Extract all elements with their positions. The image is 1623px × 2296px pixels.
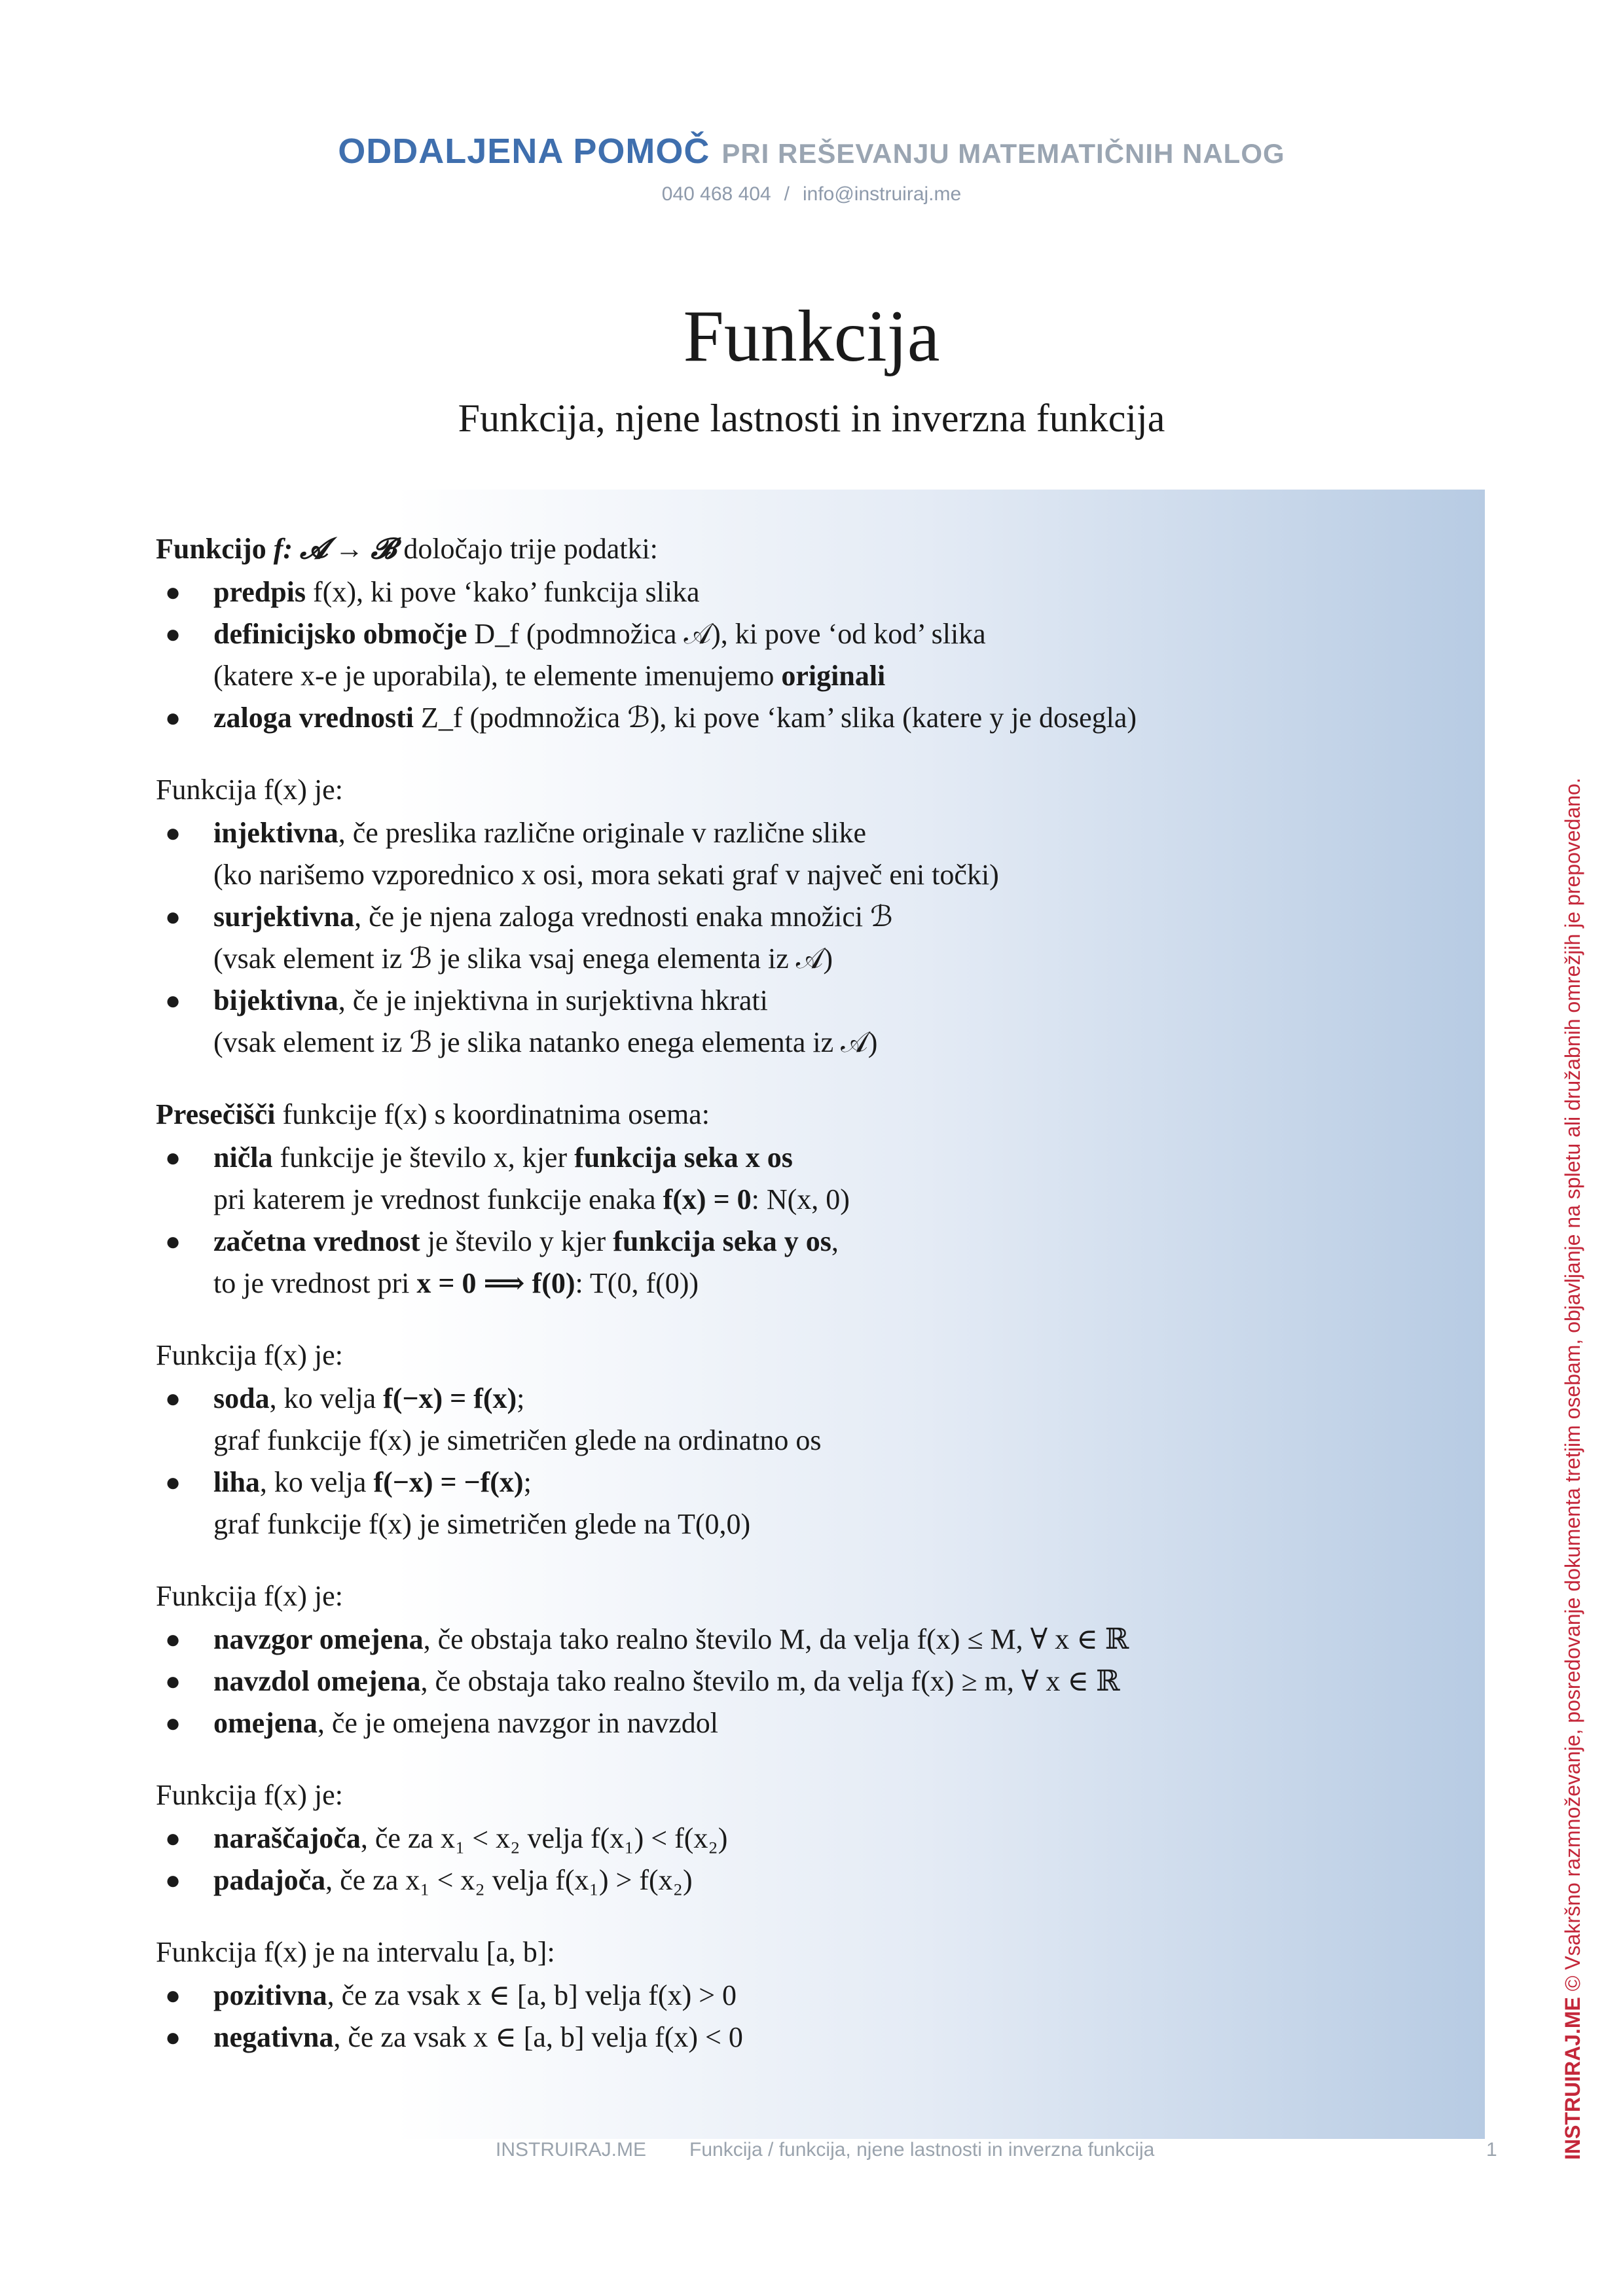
item-line2-math: x = 0 ⟹ f(0) bbox=[416, 1267, 575, 1299]
item-term: omejena bbox=[213, 1707, 318, 1739]
section-definition bbox=[156, 527, 1400, 739]
item-term: negativna bbox=[213, 2021, 334, 2053]
section-sign bbox=[156, 1930, 1400, 2058]
bullet-icon: ● bbox=[165, 703, 181, 732]
item-term: pozitivna bbox=[213, 1979, 327, 2011]
bullet-icon: ● bbox=[165, 1467, 181, 1497]
heading-bold: Presečišči bbox=[156, 1098, 276, 1130]
list-item bbox=[156, 1137, 1400, 1221]
item-term: injektivna bbox=[213, 817, 338, 849]
item-punct: , bbox=[831, 1225, 839, 1257]
side-brand: INSTRUIRAJ.ME bbox=[1561, 1997, 1584, 2160]
list-item bbox=[156, 1859, 1400, 1901]
item-term: ničla bbox=[213, 1141, 273, 1174]
item-line2-text: (katere x-e je uporabila), te elemente imenujemo bbox=[213, 660, 782, 692]
item-term-2: funkcija seka y os bbox=[613, 1225, 831, 1257]
item-line2: (vsak element iz ℬ je slika natanko enega elementa iz 𝒜) bbox=[213, 1026, 878, 1058]
item-line2 bbox=[213, 1179, 1400, 1221]
section-even-odd bbox=[156, 1333, 1400, 1545]
item-text: , ko velja bbox=[259, 1466, 374, 1498]
list-item bbox=[156, 613, 1400, 697]
item-text: , če za x₁ < x₂ velja f(x₁) < f(x₂) bbox=[360, 1822, 728, 1854]
section-heading bbox=[156, 1092, 1400, 1137]
bullet-icon: ● bbox=[165, 1708, 181, 1738]
bullet-icon: ● bbox=[165, 577, 181, 607]
bullet-icon: ● bbox=[165, 902, 181, 931]
list-item bbox=[156, 1975, 1400, 2017]
item-line2-term: originali bbox=[781, 660, 886, 692]
section-heading: Funkcija f(x) je: bbox=[156, 1580, 343, 1612]
item-line2-math: f(x) = 0 bbox=[663, 1183, 752, 1215]
item-term-2: funkcija seka x os bbox=[574, 1141, 793, 1174]
heading-text: določajo trije podatki: bbox=[396, 533, 658, 565]
item-text: je število y kjer bbox=[420, 1225, 613, 1257]
item-term: bijektivna bbox=[213, 984, 338, 1016]
item-text: , če je omejena navzgor in navzdol bbox=[317, 1707, 718, 1739]
item-text: , če za vsak x ∈ [a, b] velja f(x) < 0 bbox=[333, 2021, 743, 2053]
page-number: 1 bbox=[1486, 2139, 1497, 2161]
list-item bbox=[156, 697, 1400, 739]
brand-main: ODDALJENA POMOČ bbox=[338, 132, 710, 171]
contact-line bbox=[0, 183, 1623, 206]
list-item bbox=[156, 1702, 1400, 1744]
item-term: predpis bbox=[213, 576, 306, 608]
item-line2-text: to je vrednost pri bbox=[213, 1267, 417, 1299]
heading-bold: Funkcijo bbox=[156, 533, 266, 565]
item-line2: graf funkcije f(x) je simetričen glede na T(0,0) bbox=[213, 1508, 751, 1540]
bullet-icon: ● bbox=[165, 619, 181, 649]
list-item bbox=[156, 1221, 1400, 1304]
list-item bbox=[156, 2017, 1400, 2058]
list-item bbox=[156, 1660, 1400, 1702]
item-text: , če preslika različne originale v različne slike bbox=[338, 817, 866, 849]
item-term: začetna vrednost bbox=[213, 1225, 420, 1257]
item-line2-point: : T(0, f(0)) bbox=[575, 1267, 699, 1299]
item-line2 bbox=[213, 655, 1400, 697]
bullet-icon: ● bbox=[165, 818, 181, 848]
section-heading: Funkcija f(x) je: bbox=[156, 774, 343, 806]
list-item bbox=[156, 1378, 1400, 1462]
brand-line bbox=[0, 131, 1623, 171]
item-punct: ; bbox=[517, 1382, 525, 1414]
bullet-icon: ● bbox=[165, 1981, 181, 2010]
page-header bbox=[0, 131, 1623, 206]
item-text: funkcije je število x, kjer bbox=[272, 1141, 575, 1174]
email-link[interactable]: info@instruiraj.me bbox=[802, 183, 962, 205]
bullet-icon: ● bbox=[165, 1624, 181, 1654]
item-term: definicijsko območje bbox=[213, 618, 467, 650]
bullet-icon: ● bbox=[165, 1865, 181, 1895]
item-text: , če za x₁ < x₂ velja f(x₁) > f(x₂) bbox=[325, 1864, 693, 1896]
list-item bbox=[156, 896, 1400, 980]
section-intersections bbox=[156, 1092, 1400, 1304]
page-title: Funkcija bbox=[683, 296, 940, 377]
list-item bbox=[156, 1818, 1400, 1859]
item-text: , ko velja bbox=[269, 1382, 384, 1414]
list-item bbox=[156, 980, 1400, 1064]
item-line2-point: : N(x, 0) bbox=[751, 1183, 850, 1215]
bullet-icon: ● bbox=[165, 986, 181, 1015]
side-notice-text: © Vsakršno razmnoževanje, posredovanje dokumenta tretjim osebam, objavljanje na spletu ali družabnih omrežjih je prepovedano. bbox=[1561, 778, 1584, 1998]
copyright-notice bbox=[1561, 778, 1585, 2160]
item-line2 bbox=[213, 1263, 1400, 1304]
bullet-icon: ● bbox=[165, 1666, 181, 1696]
section-injective-surjective bbox=[156, 768, 1400, 1064]
section-heading: Funkcija f(x) je na intervalu [a, b]: bbox=[156, 1936, 555, 1968]
list-item bbox=[156, 812, 1400, 896]
item-text: , če je injektivna in surjektivna hkrati bbox=[338, 984, 768, 1016]
bullet-icon: ● bbox=[165, 1823, 181, 1853]
list-item bbox=[156, 571, 1400, 613]
content bbox=[156, 527, 1400, 2087]
item-line2: graf funkcije f(x) je simetričen glede na ordinatno os bbox=[213, 1424, 822, 1456]
section-heading: Funkcija f(x) je: bbox=[156, 1339, 343, 1371]
item-line2-text: pri katerem je vrednost funkcije enaka bbox=[213, 1183, 663, 1215]
item-math: f(−x) = −f(x) bbox=[373, 1466, 524, 1498]
section-bounded bbox=[156, 1574, 1400, 1744]
bullet-icon: ● bbox=[165, 2022, 181, 2052]
section-heading bbox=[156, 527, 1400, 571]
section-heading: Funkcija f(x) je: bbox=[156, 1779, 343, 1811]
item-term: padajoča bbox=[213, 1864, 326, 1896]
contact-separator: / bbox=[784, 183, 790, 205]
heading-text: funkcije f(x) s koordinatnima osema: bbox=[275, 1098, 710, 1130]
item-text: , če je njena zaloga vrednosti enaka množici ℬ bbox=[354, 901, 893, 933]
item-text: , če obstaja tako realno število m, da velja f(x) ≥ m, ∀ x ∈ ℝ bbox=[420, 1665, 1120, 1697]
section-monotonic bbox=[156, 1773, 1400, 1901]
item-line2: (vsak element iz ℬ je slika vsaj enega elementa iz 𝒜) bbox=[213, 942, 833, 975]
item-term: naraščajoča bbox=[213, 1822, 361, 1854]
item-term: soda bbox=[213, 1382, 270, 1414]
item-math: f(−x) = f(x) bbox=[383, 1382, 517, 1414]
phone-number: 040 468 404 bbox=[661, 183, 771, 205]
item-term: navzgor omejena bbox=[213, 1623, 424, 1655]
item-text: Z_f (podmnožica ℬ), ki pove ‘kam’ slika (katere y je dosegla) bbox=[413, 702, 1137, 734]
footer-doc-title: Funkcija / funkcija, njene lastnosti in inverzna funkcija bbox=[689, 2139, 1155, 2161]
item-term: liha bbox=[213, 1466, 260, 1498]
page-footer bbox=[0, 2139, 1623, 2178]
item-term: surjektivna bbox=[213, 901, 355, 933]
footer-brand[interactable]: INSTRUIRAJ.ME bbox=[496, 2139, 647, 2161]
bullet-icon: ● bbox=[165, 1384, 181, 1413]
list-item bbox=[156, 1619, 1400, 1660]
heading-math: f: 𝓐 → 𝓑 bbox=[273, 533, 397, 565]
item-text: D_f (podmnožica 𝒜), ki pove ‘od kod’ slika bbox=[467, 618, 986, 650]
brand-sub: PRI REŠEVANJU MATEMATIČNIH NALOG bbox=[721, 138, 1285, 169]
item-line2: (ko narišemo vzporednico x osi, mora sekati graf v največ eni točki) bbox=[213, 859, 999, 891]
item-punct: ; bbox=[523, 1466, 532, 1498]
list-item bbox=[156, 1462, 1400, 1545]
bullet-icon: ● bbox=[165, 1143, 181, 1172]
item-text: , če za vsak x ∈ [a, b] velja f(x) > 0 bbox=[327, 1979, 737, 2011]
page-subtitle: Funkcija, njene lastnosti in inverzna funkcija bbox=[458, 397, 1165, 440]
item-text: , če obstaja tako realno število M, da velja f(x) ≤ M, ∀ x ∈ ℝ bbox=[423, 1623, 1129, 1655]
item-term: zaloga vrednosti bbox=[213, 702, 414, 734]
item-term: navzdol omejena bbox=[213, 1665, 421, 1697]
item-text: f(x), ki pove ‘kako’ funkcija slika bbox=[306, 576, 700, 608]
bullet-icon: ● bbox=[165, 1227, 181, 1256]
